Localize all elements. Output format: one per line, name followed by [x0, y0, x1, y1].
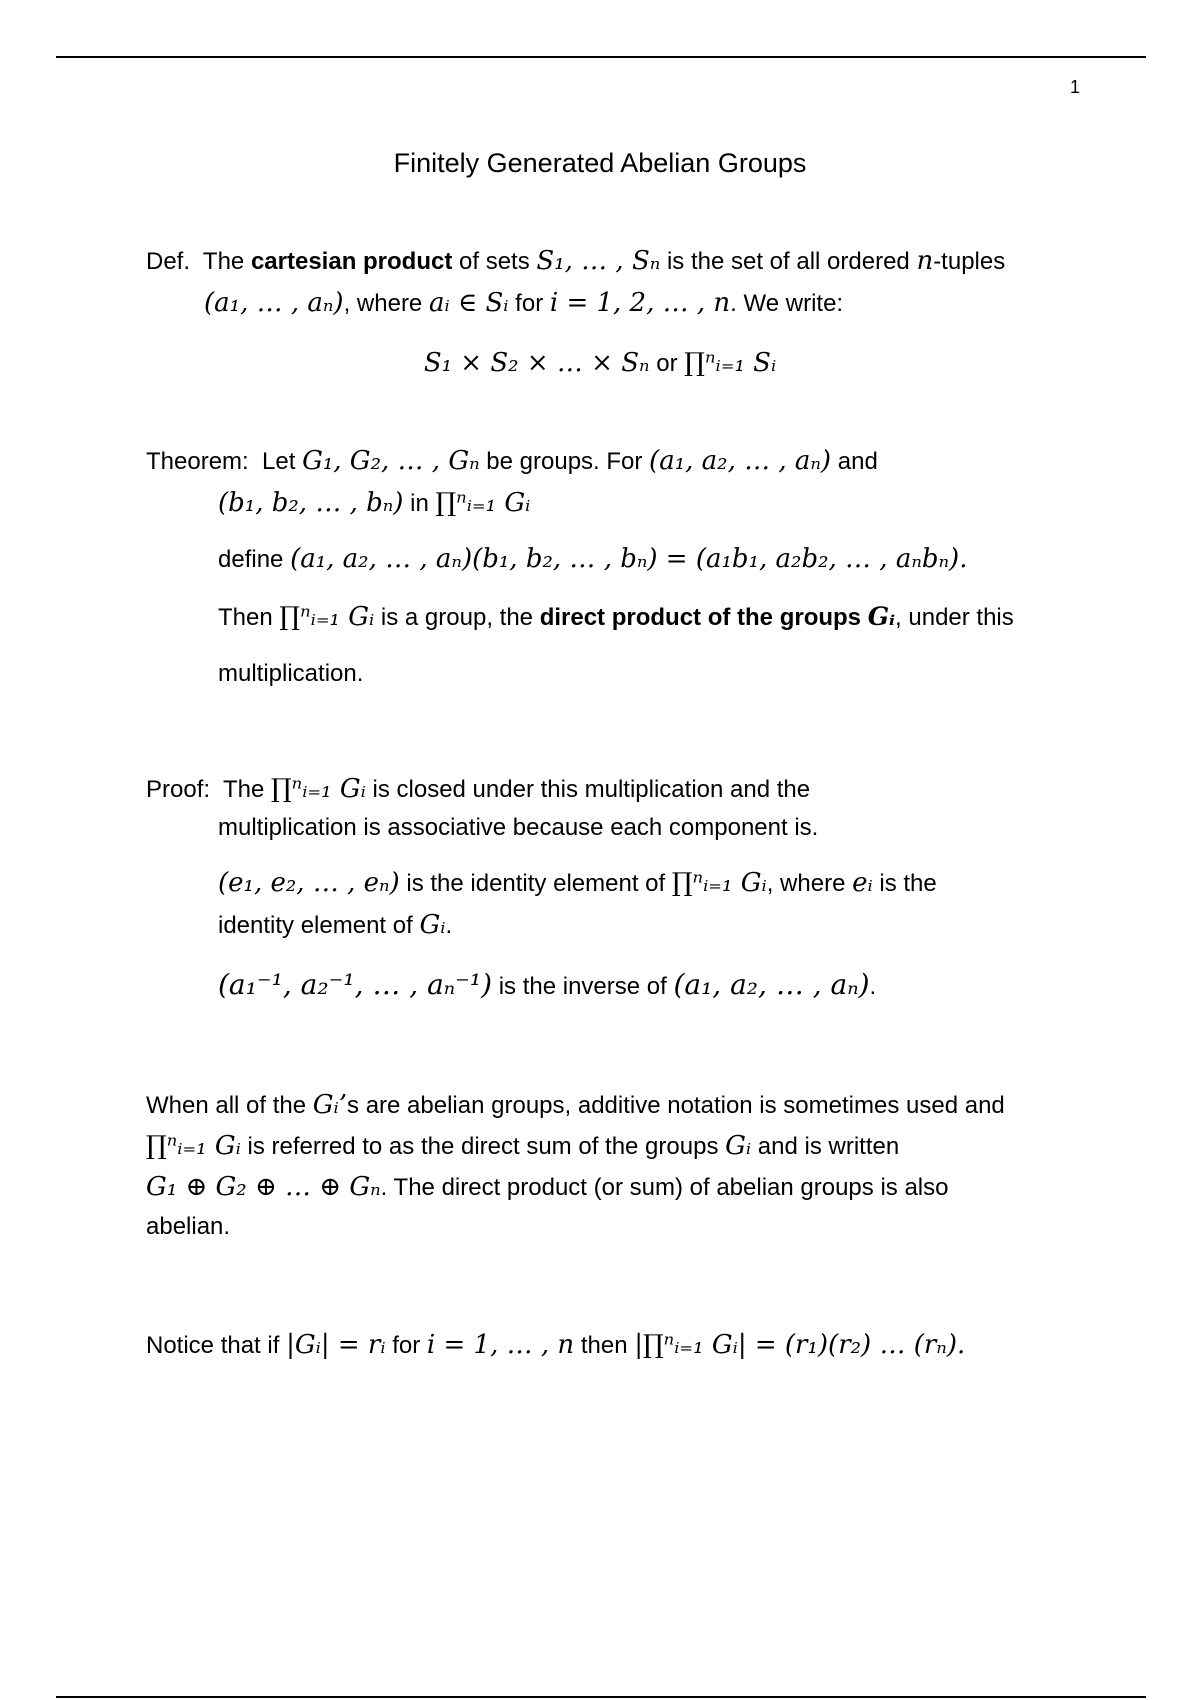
page-title: Finitely Generated Abelian Groups	[393, 148, 807, 178]
b-tuple: (b₁, b₂, … , bₙ)	[218, 488, 404, 518]
pi-product-expression: ∏ⁿᵢ₌₁ Sᵢ	[684, 348, 777, 378]
definition-text: for	[508, 290, 550, 317]
identity-group: Gᵢ	[419, 910, 446, 940]
abelian-text: is referred to as the direct sum of the groups	[240, 1133, 726, 1160]
theorem-text: and	[831, 448, 878, 475]
definition-text: is the set of all ordered	[660, 248, 917, 275]
g-variable: Gᵢ	[725, 1131, 752, 1161]
abelian-text: abelian.	[146, 1213, 231, 1240]
proof-line-1	[146, 774, 810, 804]
pi-g-expression: ∏ⁿᵢ₌₁ Gᵢ	[279, 602, 375, 632]
notice-text: then	[574, 1332, 635, 1359]
proof-inverse-line	[218, 968, 876, 1001]
range-expression: i = 1, 2, … , n	[549, 288, 731, 318]
proof-text: multiplication is associative because each component is.	[218, 814, 819, 841]
theorem-text: in	[403, 490, 436, 517]
groups-expression: G₁, G₂, … , Gₙ	[302, 446, 480, 476]
definition-line-2	[204, 288, 843, 318]
proof-text: .	[869, 973, 877, 1000]
definition-text: , where	[343, 290, 429, 317]
theorem-define-line	[218, 544, 967, 574]
proof-text: The	[222, 776, 271, 803]
proof-line-2	[218, 814, 818, 842]
membership-expression: aᵢ ∈ Sᵢ	[428, 288, 509, 318]
theorem-text: , under this	[895, 604, 1014, 631]
then-word: Then	[218, 604, 280, 631]
definition-text: . We write:	[730, 290, 844, 317]
definition-label: Def.	[146, 248, 191, 275]
footer-rule	[56, 1696, 1146, 1698]
definition-text: of sets	[452, 248, 537, 275]
direct-product-term: direct product of the groups	[539, 604, 868, 631]
inverse-of-tuple: (a₁, a₂, … , aₙ)	[673, 968, 870, 1001]
theorem-line-2	[218, 488, 530, 518]
abelian-line-1	[146, 1090, 1005, 1120]
cartesian-product-formula	[0, 348, 1200, 378]
proof-text: is the	[872, 870, 937, 897]
theorem-text: be groups. For	[479, 448, 650, 475]
order-expression: |Gᵢ| = rᵢ	[286, 1330, 386, 1360]
page-number: 1	[1070, 77, 1081, 97]
notice-text: Notice that if	[146, 1332, 287, 1359]
g-variable: Gᵢ’	[312, 1090, 348, 1120]
theorem-then-line	[218, 602, 1014, 632]
definition-term: cartesian product	[250, 248, 453, 275]
definition-line-1	[146, 246, 1005, 276]
proof-text: is the identity element of	[399, 870, 672, 897]
identity-tuple: (e₁, e₂, … , eₙ)	[218, 868, 400, 898]
or-word: or	[649, 350, 685, 377]
n-variable: n	[916, 246, 934, 276]
pi-g-expression: ∏ⁿᵢ₌₁ Gᵢ	[146, 1131, 241, 1161]
proof-text: is closed under this multiplication and the	[365, 776, 811, 803]
order-result-expression: |∏ⁿᵢ₌₁ Gᵢ| = (r₁)(r₂) … (rₙ).	[634, 1330, 966, 1360]
notice-line	[146, 1330, 965, 1360]
proof-text: .	[445, 912, 453, 939]
header-rule	[56, 56, 1146, 58]
definition-text: The	[202, 248, 251, 275]
identity-variable: eᵢ	[852, 868, 873, 898]
pi-g-expression: ∏ⁿᵢ₌₁ Gᵢ	[270, 774, 366, 804]
abelian-line-2	[146, 1131, 899, 1161]
tuple-expression: (a₁, … , aₙ)	[204, 288, 344, 318]
notice-text: for	[385, 1332, 427, 1359]
theorem-text: is a group, the	[374, 604, 540, 631]
abelian-line-4	[146, 1213, 230, 1241]
direct-sum-expression: G₁ ⊕ G₂ ⊕ … ⊕ Gₙ	[146, 1172, 381, 1202]
pi-g-expression: ∏ⁿᵢ₌₁ Gᵢ	[435, 488, 531, 518]
proof-identity-line-2	[218, 910, 452, 940]
pi-g-expression: ∏ⁿᵢ₌₁ Gᵢ	[671, 868, 767, 898]
proof-identity-line	[218, 868, 937, 898]
inverse-tuple: (a₁⁻¹, a₂⁻¹, … , aₙ⁻¹)	[218, 968, 493, 1001]
product-expression: S₁ × S₂ × … × Sₙ	[423, 348, 650, 378]
abelian-text: . The direct product (or sum) of abelian groups is also	[380, 1174, 949, 1201]
define-expression: (a₁, a₂, … , aₙ)(b₁, b₂, … , bₙ) = (a₁b₁, a₂b₂, … , aₙbₙ).	[290, 544, 968, 574]
definition-text: -tuples	[933, 248, 1006, 275]
sets-expression: S₁, … , Sₙ	[536, 246, 661, 276]
theorem-multiplication-line	[218, 660, 363, 688]
direct-product-term-variable: Gᵢ	[867, 602, 896, 631]
proof-label: Proof:	[146, 776, 211, 803]
theorem-text: Let	[262, 448, 303, 475]
abelian-text: When all of the	[146, 1092, 313, 1119]
abelian-text: and is written	[751, 1133, 900, 1160]
proof-text: is the inverse of	[492, 973, 674, 1000]
theorem-label: Theorem:	[146, 448, 249, 475]
theorem-line-1	[146, 446, 878, 476]
multiplication-word: multiplication.	[218, 660, 364, 687]
define-word: define	[218, 546, 291, 573]
proof-text: identity element of	[218, 912, 420, 939]
a-tuple: (a₁, a₂, … , aₙ)	[649, 446, 832, 476]
abelian-line-3	[146, 1172, 948, 1202]
proof-text: , where	[766, 870, 853, 897]
abelian-text: s are abelian groups, additive notation is sometimes used and	[347, 1092, 1005, 1119]
range-expression: i = 1, … , n	[426, 1330, 575, 1360]
